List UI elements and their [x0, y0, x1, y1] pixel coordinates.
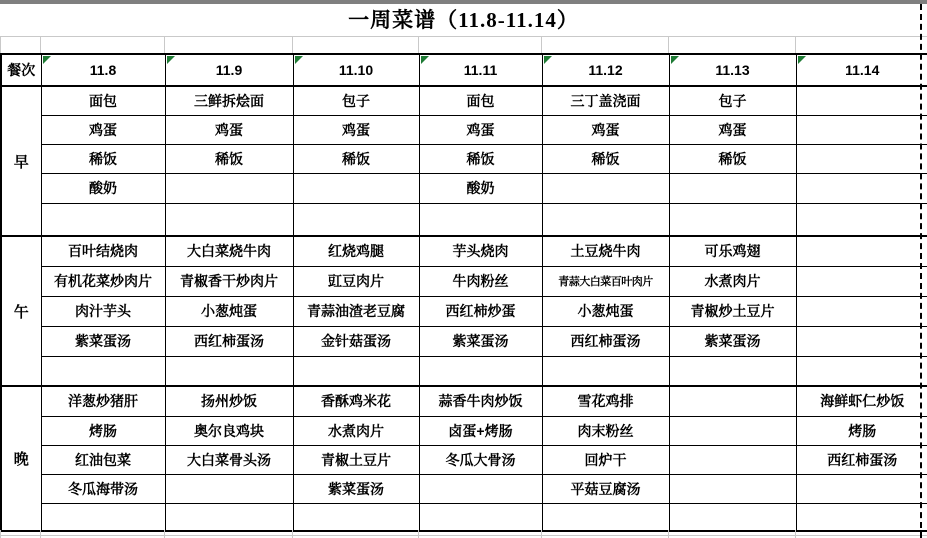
menu-cell[interactable]: [542, 356, 669, 386]
menu-cell[interactable]: [796, 144, 927, 173]
menu-cell[interactable]: 红油包菜: [41, 445, 165, 474]
gridline: [418, 36, 419, 53]
menu-cell[interactable]: 青蒜油渣老豆腐: [293, 296, 419, 326]
date-header-cell-11.12[interactable]: [542, 54, 669, 86]
menu-cell[interactable]: [419, 503, 542, 531]
gridline: [541, 36, 542, 53]
menu-row: [1, 386, 927, 416]
menu-cell[interactable]: 稀饭: [542, 144, 669, 173]
menu-cell[interactable]: 包子: [293, 86, 419, 115]
menu-cell[interactable]: [669, 416, 796, 445]
menu-cell[interactable]: [293, 203, 419, 236]
menu-cell[interactable]: 酸奶: [41, 173, 165, 203]
menu-cell[interactable]: [796, 115, 927, 144]
menu-cell[interactable]: 面包: [419, 86, 542, 115]
menu-cell[interactable]: 稀饭: [293, 144, 419, 173]
menu-cell[interactable]: 冬瓜大骨汤: [419, 445, 542, 474]
menu-cell[interactable]: 鸡蛋: [165, 115, 293, 144]
menu-cell[interactable]: [293, 173, 419, 203]
menu-row: [1, 203, 927, 236]
menu-cell[interactable]: 雪花鸡排: [542, 386, 669, 416]
menu-cell[interactable]: 紫菜蛋汤: [669, 326, 796, 356]
menu-cell[interactable]: 鸡蛋: [542, 115, 669, 144]
menu-cell[interactable]: 平菇豆腐汤: [542, 474, 669, 503]
menu-cell[interactable]: 芋头烧肉: [419, 236, 542, 266]
menu-cell[interactable]: 奥尔良鸡块: [165, 416, 293, 445]
date-header-cell-11.13[interactable]: [669, 54, 796, 86]
menu-cell[interactable]: 青椒香干炒肉片: [165, 266, 293, 296]
menu-row: [1, 445, 927, 474]
menu-cell[interactable]: [669, 356, 796, 386]
menu-cell[interactable]: 蒜香牛肉炒饭: [419, 386, 542, 416]
menu-cell[interactable]: 有机花菜炒肉片: [41, 266, 165, 296]
menu-cell[interactable]: 牛肉粉丝: [419, 266, 542, 296]
menu-cell[interactable]: 大白菜烧牛肉: [165, 236, 293, 266]
menu-cell[interactable]: [669, 203, 796, 236]
error-indicator-triangle-icon: [43, 56, 51, 64]
menu-cell[interactable]: 酸奶: [419, 173, 542, 203]
error-indicator-triangle-icon: [798, 56, 806, 64]
date-header-label: 11.12: [588, 62, 623, 78]
menu-cell[interactable]: [796, 356, 927, 386]
menu-cell[interactable]: 金针菇蛋汤: [293, 326, 419, 356]
menu-cell[interactable]: 西红柿炒蛋: [419, 296, 542, 326]
menu-cell[interactable]: 面包: [41, 86, 165, 115]
gridline: [0, 535, 927, 536]
gridline: [668, 36, 669, 53]
menu-row: [1, 266, 927, 296]
menu-cell[interactable]: 包子: [669, 86, 796, 115]
menu-cell[interactable]: 百叶结烧肉: [41, 236, 165, 266]
gridline: [40, 530, 41, 538]
menu-cell[interactable]: [419, 474, 542, 503]
menu-cell[interactable]: 小葱炖蛋: [165, 296, 293, 326]
menu-cell[interactable]: 青蒜大白菜百叶肉片: [542, 266, 669, 296]
meal-section-label-3[interactable]: 晚: [1, 386, 41, 531]
error-indicator-triangle-icon: [295, 56, 303, 64]
meal-section-label-2[interactable]: 午: [1, 236, 41, 386]
menu-row: [1, 326, 927, 356]
gridline: [541, 530, 542, 538]
error-indicator-triangle-icon: [167, 56, 175, 64]
menu-row: [1, 86, 927, 115]
menu-cell[interactable]: 青椒土豆片: [293, 445, 419, 474]
menu-cell[interactable]: [796, 266, 927, 296]
menu-row: [1, 356, 927, 386]
menu-row: [1, 144, 927, 173]
menu-cell[interactable]: 水煮肉片: [293, 416, 419, 445]
menu-cell[interactable]: [669, 386, 796, 416]
menu-cell[interactable]: [419, 203, 542, 236]
menu-cell[interactable]: 西红柿蛋汤: [542, 326, 669, 356]
menu-cell[interactable]: [419, 356, 542, 386]
gridline: [668, 530, 669, 538]
menu-cell[interactable]: 稀饭: [419, 144, 542, 173]
date-header-cell-11.14[interactable]: [796, 54, 927, 86]
date-header-label: 11.8: [89, 62, 117, 78]
menu-cell[interactable]: 稀饭: [41, 144, 165, 173]
gridline: [795, 36, 796, 53]
gridline: [164, 530, 165, 538]
menu-cell[interactable]: 西红柿蛋汤: [165, 326, 293, 356]
menu-cell[interactable]: 鸡蛋: [41, 115, 165, 144]
menu-cell[interactable]: 回炉干: [542, 445, 669, 474]
menu-row: [1, 503, 927, 531]
menu-cell[interactable]: 肉汁芋头: [41, 296, 165, 326]
menu-cell[interactable]: 紫菜蛋汤: [293, 474, 419, 503]
menu-row: [1, 416, 927, 445]
gridline: [795, 530, 796, 538]
menu-cell[interactable]: 紫菜蛋汤: [419, 326, 542, 356]
gridline: [292, 36, 293, 53]
date-header-label: 11.13: [715, 62, 750, 78]
menu-cell[interactable]: [165, 356, 293, 386]
menu-cell[interactable]: [669, 503, 796, 531]
menu-table: [0, 53, 927, 532]
menu-cell[interactable]: [165, 474, 293, 503]
error-indicator-triangle-icon: [544, 56, 552, 64]
meal-section-label-1[interactable]: 早: [1, 86, 41, 236]
menu-cell[interactable]: [41, 503, 165, 531]
menu-cell[interactable]: [796, 474, 927, 503]
menu-cell[interactable]: 小葱炖蛋: [542, 296, 669, 326]
menu-cell[interactable]: 西红柿蛋汤: [796, 445, 927, 474]
date-header-label: 11.14: [845, 62, 880, 78]
menu-cell[interactable]: 冬瓜海带汤: [41, 474, 165, 503]
menu-cell[interactable]: [796, 173, 927, 203]
menu-cell[interactable]: 三丁盖浇面: [542, 86, 669, 115]
menu-row: [1, 115, 927, 144]
date-header-label: 11.11: [463, 62, 498, 78]
menu-cell[interactable]: [165, 173, 293, 203]
menu-cell[interactable]: 洋葱炒猪肝: [41, 386, 165, 416]
menu-cell[interactable]: 红烧鸡腿: [293, 236, 419, 266]
date-header-cell-11.8[interactable]: [41, 54, 165, 86]
corner-header-cell[interactable]: 餐次: [1, 54, 41, 86]
menu-cell[interactable]: 香酥鸡米花: [293, 386, 419, 416]
menu-cell[interactable]: 烤肠: [796, 416, 927, 445]
menu-cell[interactable]: 卤蛋+烤肠: [419, 416, 542, 445]
menu-cell[interactable]: [796, 326, 927, 356]
menu-cell[interactable]: [669, 445, 796, 474]
gridline: [0, 530, 1, 538]
error-indicator-triangle-icon: [421, 56, 429, 64]
menu-cell[interactable]: [165, 503, 293, 531]
gridline: [292, 530, 293, 538]
menu-cell[interactable]: 鸡蛋: [669, 115, 796, 144]
menu-cell[interactable]: [796, 503, 927, 531]
gridline: [40, 36, 41, 53]
menu-row: [1, 296, 927, 326]
menu-cell[interactable]: [293, 503, 419, 531]
menu-cell[interactable]: 海鲜虾仁炒饭: [796, 386, 927, 416]
menu-cell[interactable]: 可乐鸡翅: [669, 236, 796, 266]
gridline: [0, 36, 927, 37]
error-indicator-triangle-icon: [671, 56, 679, 64]
menu-row: [1, 474, 927, 503]
gridline: [418, 530, 419, 538]
menu-cell[interactable]: [796, 203, 927, 236]
menu-cell[interactable]: [796, 296, 927, 326]
menu-row: [1, 236, 927, 266]
menu-cell[interactable]: [669, 173, 796, 203]
menu-cell[interactable]: [41, 203, 165, 236]
date-header-label: 11.9: [215, 62, 243, 78]
date-header-cell-11.10[interactable]: [293, 54, 419, 86]
menu-cell[interactable]: [796, 236, 927, 266]
menu-cell[interactable]: 稀饭: [165, 144, 293, 173]
menu-cell[interactable]: [41, 356, 165, 386]
menu-cell[interactable]: 鸡蛋: [293, 115, 419, 144]
menu-cell[interactable]: [669, 474, 796, 503]
menu-cell[interactable]: 肉末粉丝: [542, 416, 669, 445]
menu-cell[interactable]: [542, 203, 669, 236]
menu-cell[interactable]: 扬州炒饭: [165, 386, 293, 416]
date-header-cell-11.9[interactable]: [165, 54, 293, 86]
menu-cell[interactable]: 青椒炒土豆片: [669, 296, 796, 326]
menu-cell[interactable]: 水煮肉片: [669, 266, 796, 296]
menu-cell[interactable]: 大白菜骨头汤: [165, 445, 293, 474]
page-break-dashed-line: [920, 4, 922, 538]
menu-cell[interactable]: 鸡蛋: [419, 115, 542, 144]
menu-row: [1, 173, 927, 203]
menu-cell[interactable]: 稀饭: [669, 144, 796, 173]
menu-cell[interactable]: [293, 356, 419, 386]
menu-cell[interactable]: 烤肠: [41, 416, 165, 445]
menu-cell[interactable]: [796, 86, 927, 115]
menu-cell[interactable]: 三鲜拆烩面: [165, 86, 293, 115]
date-header-label: 11.10: [338, 62, 374, 78]
gridline: [0, 36, 1, 53]
menu-cell[interactable]: [542, 503, 669, 531]
gridline: [164, 36, 165, 53]
menu-cell[interactable]: 紫菜蛋汤: [41, 326, 165, 356]
date-header-cell-11.11[interactable]: [419, 54, 542, 86]
menu-cell[interactable]: 豇豆肉片: [293, 266, 419, 296]
menu-cell[interactable]: [165, 203, 293, 236]
menu-cell[interactable]: 土豆烧牛肉: [542, 236, 669, 266]
menu-cell[interactable]: [542, 173, 669, 203]
sheet-title-cell[interactable]: 一周菜谱（11.8-11.14）: [348, 8, 579, 32]
